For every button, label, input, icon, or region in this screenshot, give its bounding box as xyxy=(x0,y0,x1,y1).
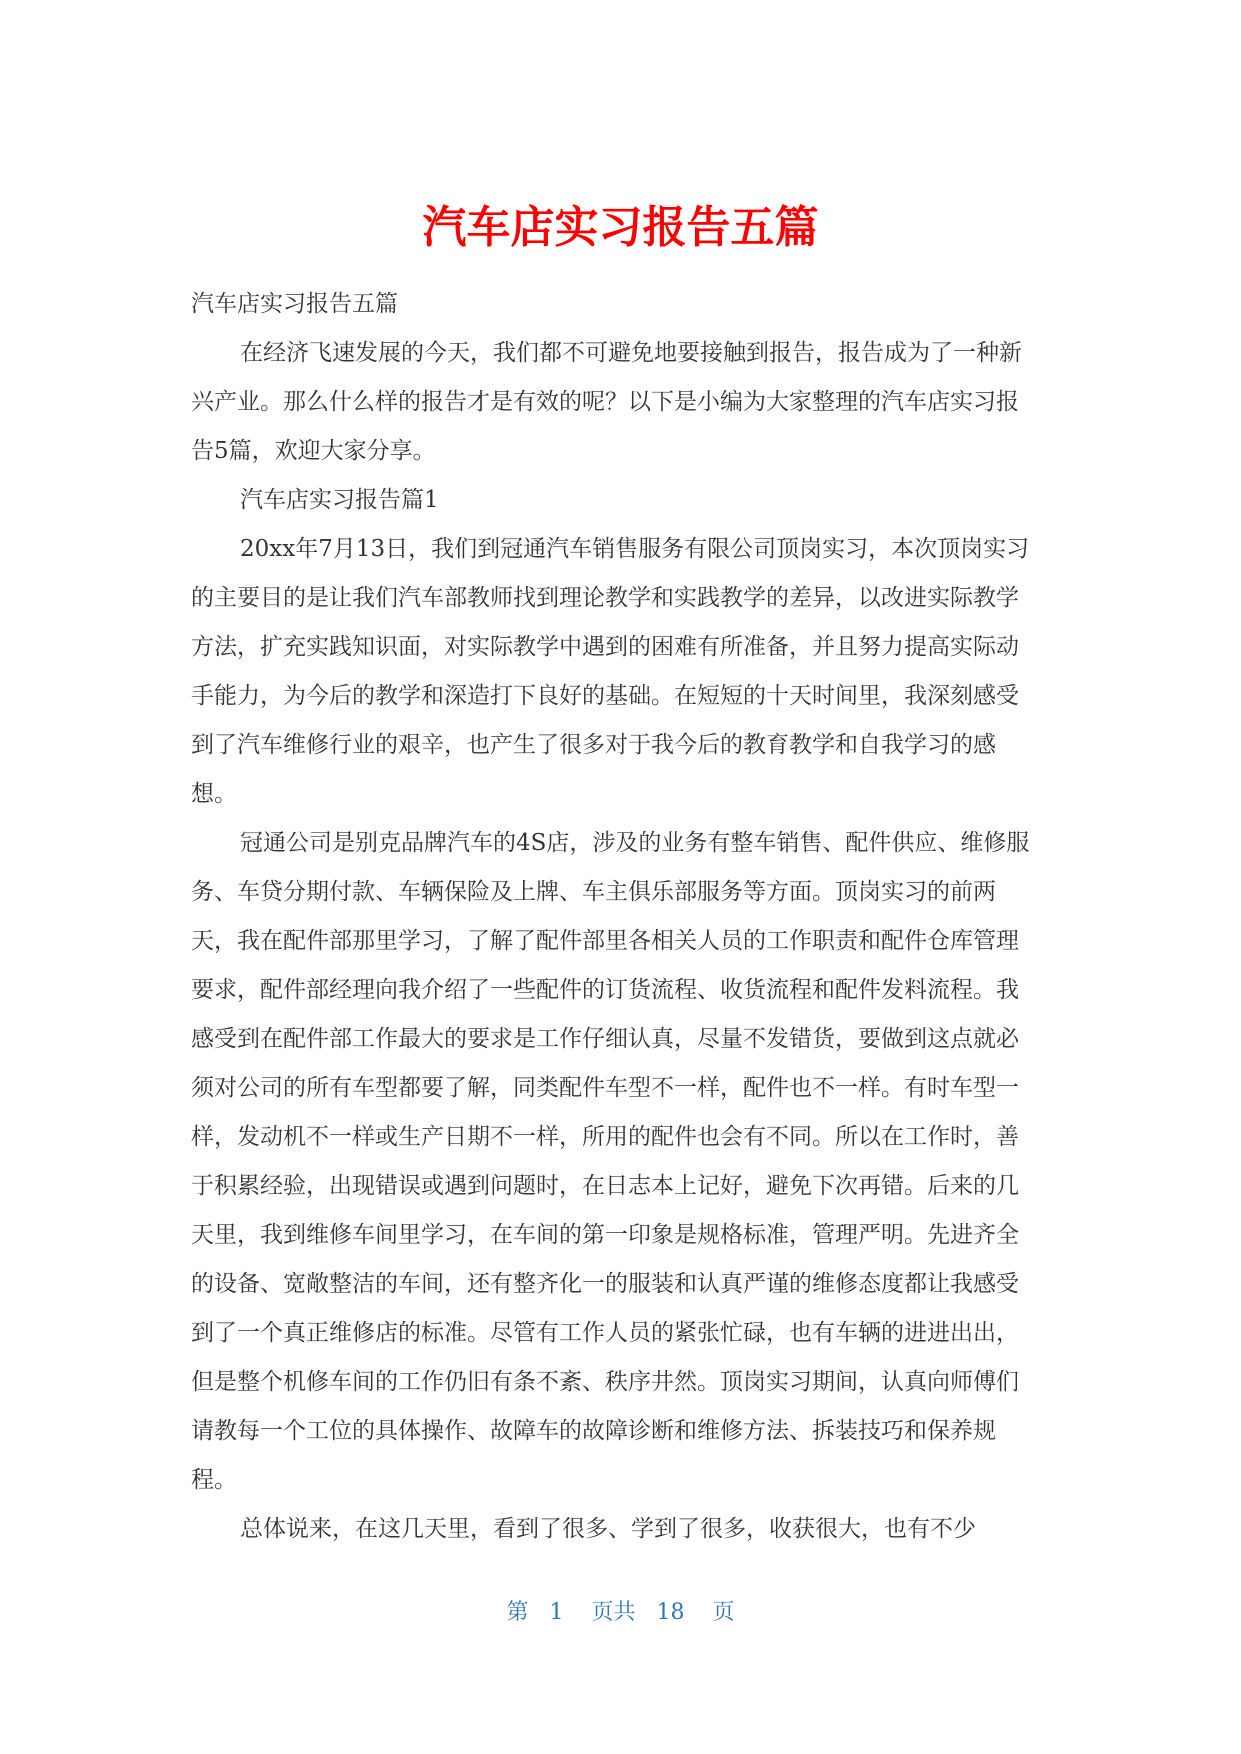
paragraph-heading: 汽车店实习报告五篇 xyxy=(191,291,398,317)
footer-middle: 页共 xyxy=(591,1600,636,1625)
footer-suffix: 页 xyxy=(712,1600,735,1625)
document-title: 汽车店实习报告五篇 xyxy=(422,202,819,253)
paragraph-section-title: 汽车店实习报告篇1 xyxy=(240,487,439,513)
page-footer xyxy=(0,1598,1241,1628)
footer-prefix: 第 xyxy=(506,1600,529,1625)
footer-total-pages: 18 xyxy=(656,1600,685,1625)
paragraph-intro: 在经济飞速发展的今天，我们都不可避免地要接触到报告，报告成为了一种新兴产业。那么什么样的报告才是有效的呢？以下是小编为大家整理的汽车店实习报告5篇，欢迎大家分享。 xyxy=(191,340,1022,464)
document-body xyxy=(191,280,1041,1554)
paragraph-body-2: 冠通公司是别克品牌汽车的4S店，涉及的业务有整车销售、配件供应、维修服务、车贷分期付款、车辆保险及上牌、车主俱乐部服务等方面。顶岗实习的前两天，我在配件部那里学习，了解了配件部里各相关人员的工作职责和配件仓库管理要求，配件部经理向我介绍了一些配件的订货流程、收货流程和配件发料流程。我感受到在配件部工作最大的要求是工作仔细认真，尽量不发错货，要做到这点就必须对公司的所有车型都要了解，同类配件车型不一样，配件也不一样。有时车型一样，发动机不一样或生产日期不一样，所用的配件也会有不同。所以在工作时，善于积累经验，出现错误或遇到问题时，在日志本上记好，避免下次再错。后来的几天里，我到维修车间里学习，在车间的第一印象是规格标准，管理严明。先进齐全的设备、宽敞整洁的车间，还有整齐化一的服装和认真严谨的维修态度都让我感受到了一个真正维修店的标准。尽管有工作人员的紧张忙碌，也有车辆的进进出出，但是整个机修车间的工作仍旧有条不紊、秩序井然。顶岗实习期间，认真向师傅们请教每一个工位的具体操作、故障车的故障诊断和维修方法、拆装技巧和保养规程。 xyxy=(191,830,1030,1493)
paragraph-body-3: 总体说来，在这几天里，看到了很多、学到了很多，收获很大，也有不少 xyxy=(240,1516,976,1542)
footer-page-number: 1 xyxy=(549,1600,564,1625)
paragraph-body-1: 20xx年7月13日，我们到冠通汽车销售服务有限公司顶岗实习，本次顶岗实习的主要目的是让我们汽车部教师找到理论教学和实践教学的差异，以改进实际教学方法，扩充实践知识面，对实际教学中遇到的困难有所准备，并且努力提高实际动手能力，为今后的教学和深造打下良好的基础。在短短的十天时间里，我深刻感受到了汽车维修行业的艰辛，也产生了很多对于我今后的教育教学和自我学习的感想。 xyxy=(191,536,1030,807)
